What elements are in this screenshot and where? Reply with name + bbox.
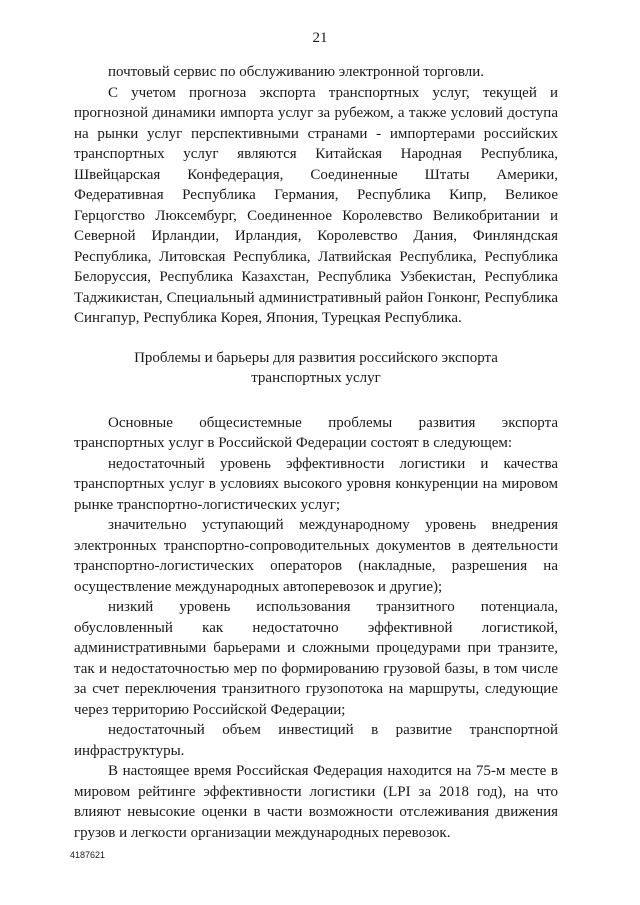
list-item-electronic-documents: значительно уступающий международному уровень внедрения электронных транспортно-сопроводительных документов в деятельности транспортно-логистических операторов (накладные, разрешения на осуществление международных автоперевозок и другие); (74, 517, 558, 595)
document-body (74, 62, 558, 843)
list-item-infrastructure-investment: недостаточный объем инвестиций в развитие транспортной инфраструктуры. (74, 722, 558, 759)
paragraph-importer-countries: С учетом прогноза экспорта транспортных услуг, текущей и прогнозной динамики импорта услуг за рубежом, а также условий доступа на рынки услуг перспективными странами - импортерами российских транспортных услуг являются Китайская Народная Республика, Швейцарская Конфедерация, Соединенные Штаты Америки, Федеративная Республика Германия, Республика Кипр, Великое Герцогство Люксембург, Соединенное Королевство Великобритании и Северной Ирландии, Ирландия, Королевство Дания, Финляндская Республика, Литовская Республика, Латвийская Республика, Республика Белоруссия, Республика Казахстан, Республика Узбекистан, Республика Таджикистан, Специальный административный район Гонконг, Республика Сингапур, Республика Корея, Япония, Турецкая Республика. (74, 84, 558, 326)
section-heading (74, 348, 558, 389)
list-item-transit-potential: низкий уровень использования транзитного потенциала, обусловленный как недостаточно эффективной логистикой, административными барьерами и сложными процедурами при транзите, так и недостаточностью мер по формированию грузовой базы, в том числе за счет переключения транзитного грузопотока на маршруты, следующие через территорию Российской Федерации; (74, 599, 558, 718)
list-item-logistics-efficiency: недостаточный уровень эффективности логистики и качества транспортных услуг в условиях высокого уровня конкуренции на мировом рынке транспортно-логистических услуг; (74, 455, 558, 513)
section-heading-line-2: транспортных услуг (251, 370, 381, 386)
paragraph-continuation: почтовый сервис по обслуживанию электронной торговли. (108, 64, 485, 80)
section-heading-line-1: Проблемы и барьеры для развития российского экспорта (134, 349, 498, 366)
paragraph-main-problems: Основные общесистемные проблемы развития экспорта транспортных услуг в Российской Федерации состоят в следующем: (74, 414, 558, 451)
document-id: 4187621 (70, 850, 106, 860)
paragraph-lpi-ranking: В настоящее время Российская Федерация находится на 75-м месте в мировом рейтинге эффективности логистики (LPI за 2018 год), на что влияют невысокие оценки в части возможности отслеживания движения грузов и легкости организации международных перевозок. (74, 763, 558, 841)
page-number: 21 (312, 30, 328, 46)
